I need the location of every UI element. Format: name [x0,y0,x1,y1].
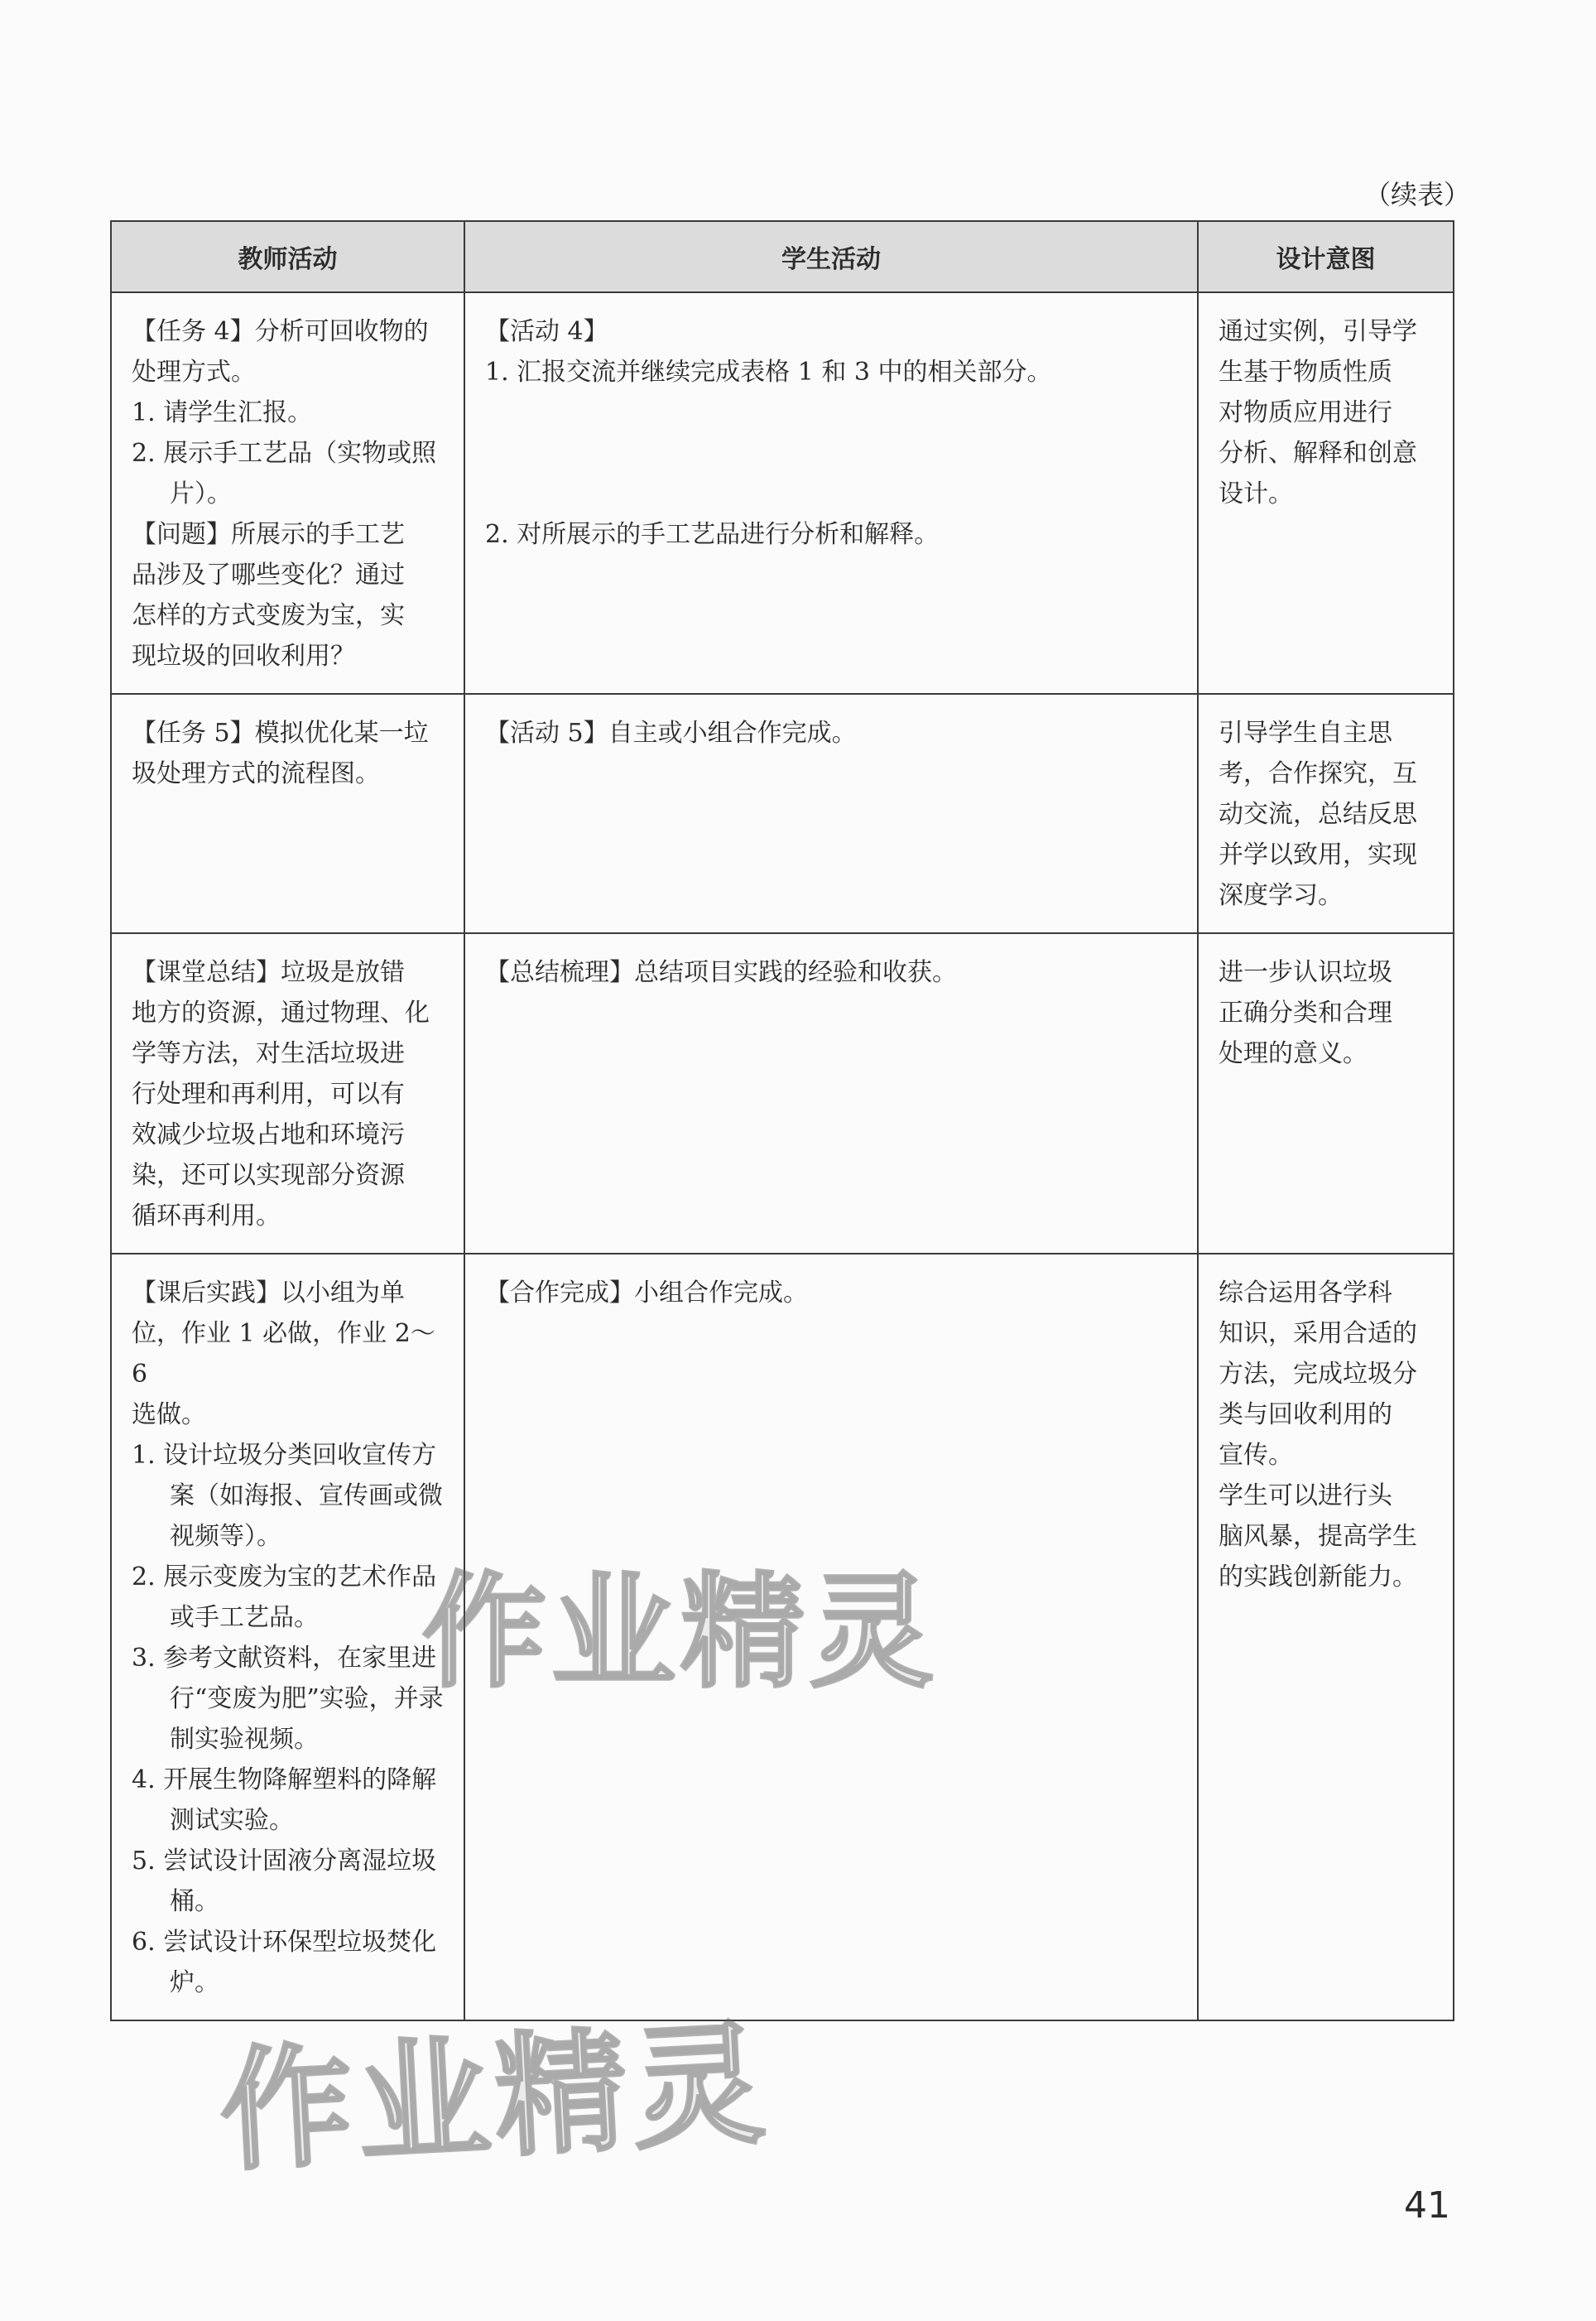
table-row [111,292,1454,694]
cell-line: 选做。 [132,1400,206,1429]
cell-line: 分析、解释和创意 [1219,439,1417,468]
cell-line: 知识，采用合适的 [1219,1319,1417,1348]
header-student: 学生活动 [464,221,1198,292]
cell-line: 学生可以进行头 [1219,1481,1392,1510]
cell-line: 处理的意义。 [1219,1039,1368,1068]
list-item: 1. 汇报交流并继续完成表格 1 和 3 中的相关部分。 [485,358,1052,387]
list-item: 2. 展示变废为宝的艺术作品或手工艺品。 [132,1563,437,1632]
cell-line: 的实践创新能力。 [1219,1563,1417,1591]
intent-cell [1198,292,1454,694]
intent-cell [1198,694,1454,933]
cell-line: 对物质应用进行 [1219,398,1392,427]
cell-line: 深度学习。 [1219,881,1343,910]
cell-line: 设计。 [1219,479,1293,508]
cell-line: 综合运用各学科 [1219,1278,1392,1307]
cell-line: 地方的资源，通过物理、化 [132,999,430,1028]
watermark: 作业精灵 [216,2006,774,2190]
lesson-plan-table [110,220,1454,2021]
list-item: 1. 请学生汇报。 [132,398,313,427]
list-item: 3. 参考文献资料，在家里进行“变废为肥”实验，并录制实验视频。 [132,1644,444,1754]
cell-line: 现垃圾的回收利用？ [132,642,355,671]
list-item: 2. 展示手工艺品（实物或照片）。 [132,439,437,508]
cell-line: 行处理和再利用，可以有 [132,1080,405,1109]
cell-line: 【活动 4】 [485,317,608,346]
list-item: 4. 开展生物降解塑料的降解测试实验。 [132,1765,437,1835]
cell-line: 【总结梳理】总结项目实践的经验和收获。 [485,958,957,987]
table-row [111,694,1454,933]
header-teacher: 教师活动 [111,221,464,292]
cell-line: 动交流，总结反思 [1219,800,1417,829]
cell-line: 通过实例，引导学 [1219,317,1417,346]
cell-line: 【课堂总结】垃圾是放错 [132,958,405,987]
list-item: 6. 尝试设计环保型垃圾焚化炉。 [132,1928,437,1997]
cell-line: 并学以致用，实现 [1219,840,1417,869]
cell-line: 品涉及了哪些变化？通过 [132,561,405,590]
cell-line: 学等方法，对生活垃圾进 [132,1039,405,1068]
intent-cell [1198,1254,1454,2020]
header-intent: 设计意图 [1198,221,1454,292]
teacher-cell [111,1254,464,2020]
cell-line: 效减少垃圾占地和环境污 [132,1120,405,1149]
table-header-row [111,221,1454,292]
cell-line: 【活动 5】自主或小组合作完成。 [485,719,857,748]
teacher-cell [111,292,464,694]
cell-line: 位，作业 1 必做，作业 2～6 [132,1319,435,1389]
cell-line: 循环再利用。 [132,1201,281,1230]
cell-line: 怎样的方式变废为宝，实 [132,601,405,630]
continued-label: （续表） [1364,179,1471,210]
list-item: 1. 设计垃圾分类回收宣传方案（如海报、宣传画或微视频等）。 [132,1441,443,1551]
cell-line: 【课后实践】以小组为单 [132,1278,405,1307]
watermark: 作业精灵 [422,1561,940,1705]
cell-line: 染，还可以实现部分资源 [132,1161,405,1190]
cell-line: 生基于物质性质 [1219,358,1392,387]
cell-line: 方法，完成垃圾分 [1219,1360,1417,1389]
cell-line: 引导学生自主思 [1219,719,1392,748]
page-number: 41 [1404,2184,1450,2227]
list-item: 5. 尝试设计固液分离湿垃圾桶。 [132,1847,437,1916]
teacher-cell [111,694,464,933]
cell-line: 【问题】所展示的手工艺 [132,520,405,549]
cell-line: 【合作完成】小组合作完成。 [485,1278,808,1307]
intent-cell [1198,933,1454,1254]
cell-line: 脑风暴，提高学生 [1219,1522,1417,1551]
table-row [111,933,1454,1254]
student-cell [464,694,1198,933]
teacher-cell [111,933,464,1254]
cell-line: 宣传。 [1219,1441,1293,1470]
student-cell [464,292,1198,694]
cell-line: 处理方式。 [132,358,256,387]
cell-line: 考，合作探究，互 [1219,759,1417,788]
cell-line: 进一步认识垃圾 [1219,958,1392,987]
cell-line: 圾处理方式的流程图。 [132,759,380,788]
cell-line: 【任务 4】分析可回收物的 [132,317,429,346]
cell-line: 类与回收利用的 [1219,1400,1392,1429]
list-item: 2. 对所展示的手工艺品进行分析和解释。 [485,520,940,549]
student-cell [464,933,1198,1254]
cell-line: 正确分类和合理 [1219,999,1392,1028]
cell-line: 【任务 5】模拟优化某一垃 [132,719,429,748]
